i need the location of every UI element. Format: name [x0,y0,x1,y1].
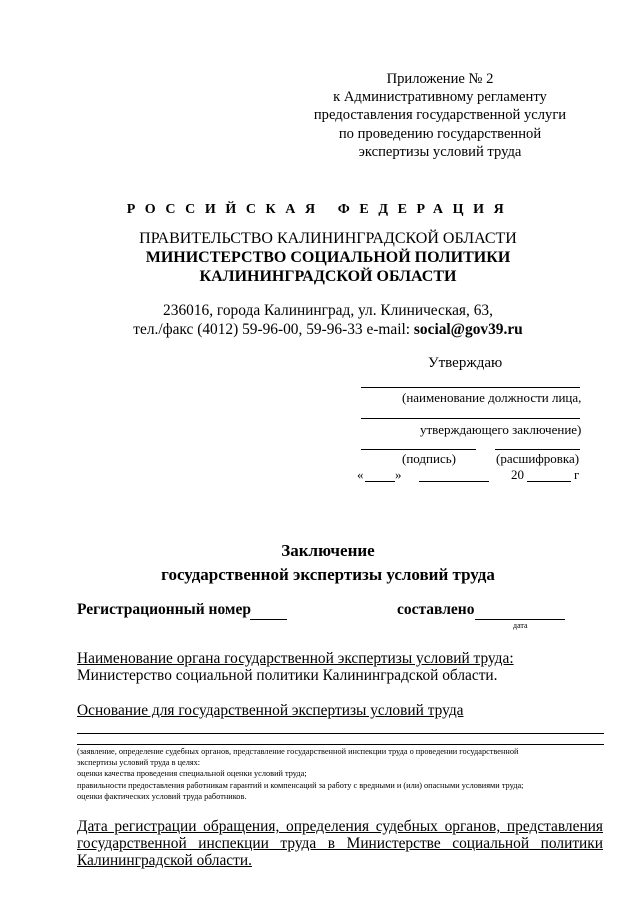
letterhead [0,229,640,286]
year-prefix: 20 [511,467,524,482]
month-underline [419,481,489,482]
country-heading: РОССИЙСКАЯ ФЕДЕРАЦИЯ [126,202,514,217]
basis-notes [77,746,604,802]
position-hint: (наименование должности лица, [402,390,582,405]
position-underline [361,387,580,388]
date-hint: дата [513,621,528,630]
title-line1: Заключение [281,541,375,560]
approver-hint: утверждающего заключение) [420,422,582,437]
appendix-block [300,70,580,161]
approver-underline [361,418,580,419]
title-line2: государственной экспертизы условий труда [161,565,495,584]
government-name: ПРАВИТЕЛЬСТВО КАЛИНИНГРАДСКОЙ ОБЛАСТИ [139,230,517,247]
day-underline [365,481,395,482]
year-underline [527,481,571,482]
address: 236016, города Калининград, ул. Клиническая, 63, [163,302,493,319]
reg-number-field[interactable] [250,619,287,620]
date-close-quote: » [395,467,402,482]
basis-note: оценки фактических условий труда работников. [77,791,247,801]
email-link[interactable]: social@gov39.ru [413,321,523,338]
signature-underline [361,449,476,450]
appendix-line: по проведению государственной [338,125,542,142]
approve-word: Утверждаю [428,355,503,371]
basis-note: оценки качества проведения специальной оценки условий труда; [77,769,307,779]
org-value: Министерство социальной политики Калининградской области. [77,667,498,684]
org-label: Наименование органа государственной экспертизы условий труда: [77,650,514,667]
reg-number-label: Регистрационный номер [77,601,251,618]
phone-email-line [0,320,640,339]
request-date-text: Дата регистрации обращения, определения судебных органов, представления государственной инспекции труда в Министерстве социальной политики Калининградской области. [77,818,603,869]
phone: тел./факс (4012) 59-96-00, 59-96-33 e-mail: [133,321,411,338]
appendix-line: Приложение № 2 [386,71,494,87]
basis-label: Основание для государственной экспертизы условий труда [77,702,464,719]
appendix-line: к Административному регламенту [333,89,547,106]
ministry-name-line2: КАЛИНИНГРАДСКОЙ ОБЛАСТИ [199,268,457,285]
basis-note: правильности предоставления работникам гарантий и компенсаций за работу с вредными и (или) опасными условиями труда; [77,780,524,790]
decoding-hint: (расшифровка) [496,451,580,466]
appendix-line: предоставления государственной услуги [313,107,567,124]
decoding-underline [495,449,580,450]
basis-input-line[interactable] [77,733,604,734]
document-title [0,539,640,587]
contact-block [0,301,640,339]
basis-input-line[interactable] [77,744,604,745]
composed-date-field[interactable] [475,619,565,620]
basis-note: (заявление, определение судебных органов, представление государственной инспекции труда о проведении государственной [77,747,519,756]
appendix-line: экспертизы условий труда [358,143,522,160]
ministry-name-line1: МИНИСТЕРСТВО СОЦИАЛЬНОЙ ПОЛИТИКИ [145,249,511,266]
composed-label: составлено [397,601,475,618]
basis-note: экспертизы условий труда в целях: [77,758,201,768]
year-suffix: г [574,467,580,482]
signature-hint: (подпись) [402,451,456,466]
date-open-quote: « [357,467,364,482]
